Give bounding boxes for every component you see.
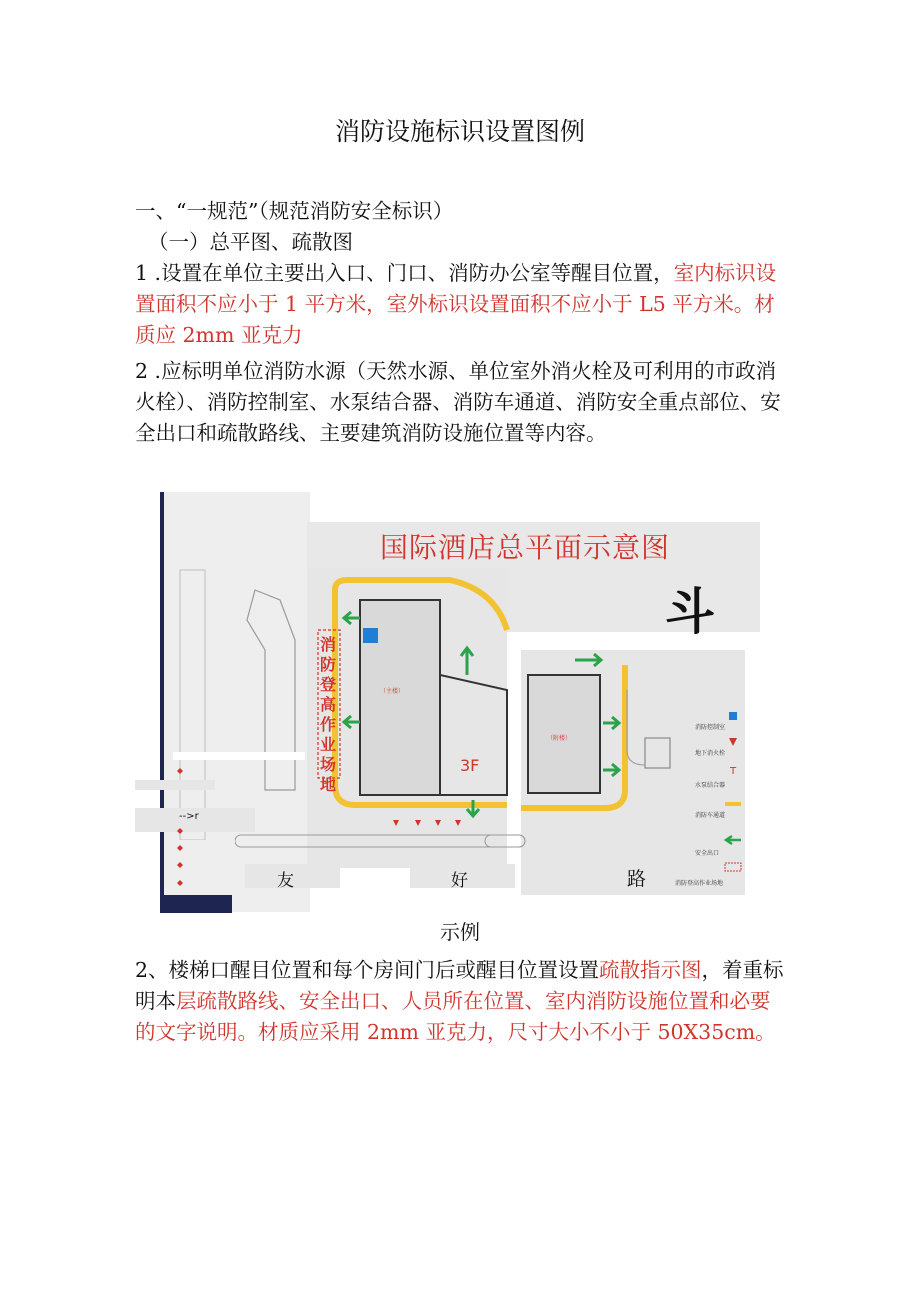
control-room-icon: [729, 712, 737, 720]
main-building-label: （主楼）: [380, 688, 405, 695]
fire-ascent-area-label: 消防登高作业场地: [320, 635, 337, 794]
control-room-marker: [363, 628, 378, 643]
left-panel-edge: [160, 492, 164, 912]
site-plan-figure: [135, 490, 760, 915]
item-3-text-mid: ，着重标明本: [135, 958, 784, 1013]
left-panel-corner: [160, 895, 232, 913]
road-label-hao: 好: [451, 871, 468, 891]
pump-connector-icon: T: [729, 766, 737, 777]
legend-fragment-arrow: -->r: [179, 811, 199, 822]
legend-label-pump-connector: 水泵结合器: [695, 782, 726, 789]
legend-fragment-list: [175, 840, 235, 890]
fire-lane-icon: [725, 802, 741, 806]
legend-fragment-strip: [135, 780, 215, 790]
glyph-dou: 斗: [665, 583, 715, 641]
legend-label-ascent-area: 消防登高作业场地: [675, 880, 724, 887]
item-1: [135, 258, 785, 351]
item-3: [135, 955, 785, 1048]
legend-fragment-bar: [173, 752, 305, 760]
legend-label-fire-lane: 消防车通道: [695, 812, 726, 819]
item-1-text: 1 .设置在单位主要出入口、门口、消防办公室等醒目位置，: [135, 261, 674, 285]
page-title: 消防设施标识设置图例: [334, 117, 585, 146]
map-title: 国际酒店总平面示意图: [380, 531, 671, 564]
annex-building-label: （附楼）: [547, 735, 572, 742]
road-label-lu: 路: [627, 868, 647, 890]
section-heading: 一、“一规范”（规范消防安全标识）: [135, 199, 454, 223]
item-1-highlight: 室内标识设置面积不应小于 1 平方米，室外标识设置面积不应小于 L5 平方米。材质应 2mm 亚克力: [135, 261, 777, 347]
figure-caption: 示例: [440, 920, 480, 944]
item-2: 2 .应标明单位消防水源（天然水源、单位室外消火栓及可利用的市政消火栓）、消防控制室、水泵结合器、消防车通道、消防安全重点部位、安全出口和疏散路线、主要建筑消防设施位置等内容。: [135, 359, 781, 445]
item-3-highlight-1: 疏散指示图: [599, 958, 702, 982]
floor-label: 3F: [460, 756, 480, 775]
subsection-heading: （一）总平图、疏散图: [148, 230, 353, 254]
legend-label-exit: 安全出口: [695, 850, 720, 857]
item-3-highlight-2: 层疏散路线、安全出口、人员所在位置、室内消防设施位置和必要的文字说明。材质应采用 2mm 亚克力，尺寸大小不小于 50X35cm。: [135, 989, 776, 1044]
item-3-text: 2、楼梯口醒目位置和每个房间门后或醒目位置设置: [135, 958, 600, 982]
legend-label-hydrant: 地下消火栓: [695, 750, 726, 757]
road-label-you: 友: [277, 871, 294, 891]
legend-label-control-room: 消防控制室: [695, 724, 726, 731]
